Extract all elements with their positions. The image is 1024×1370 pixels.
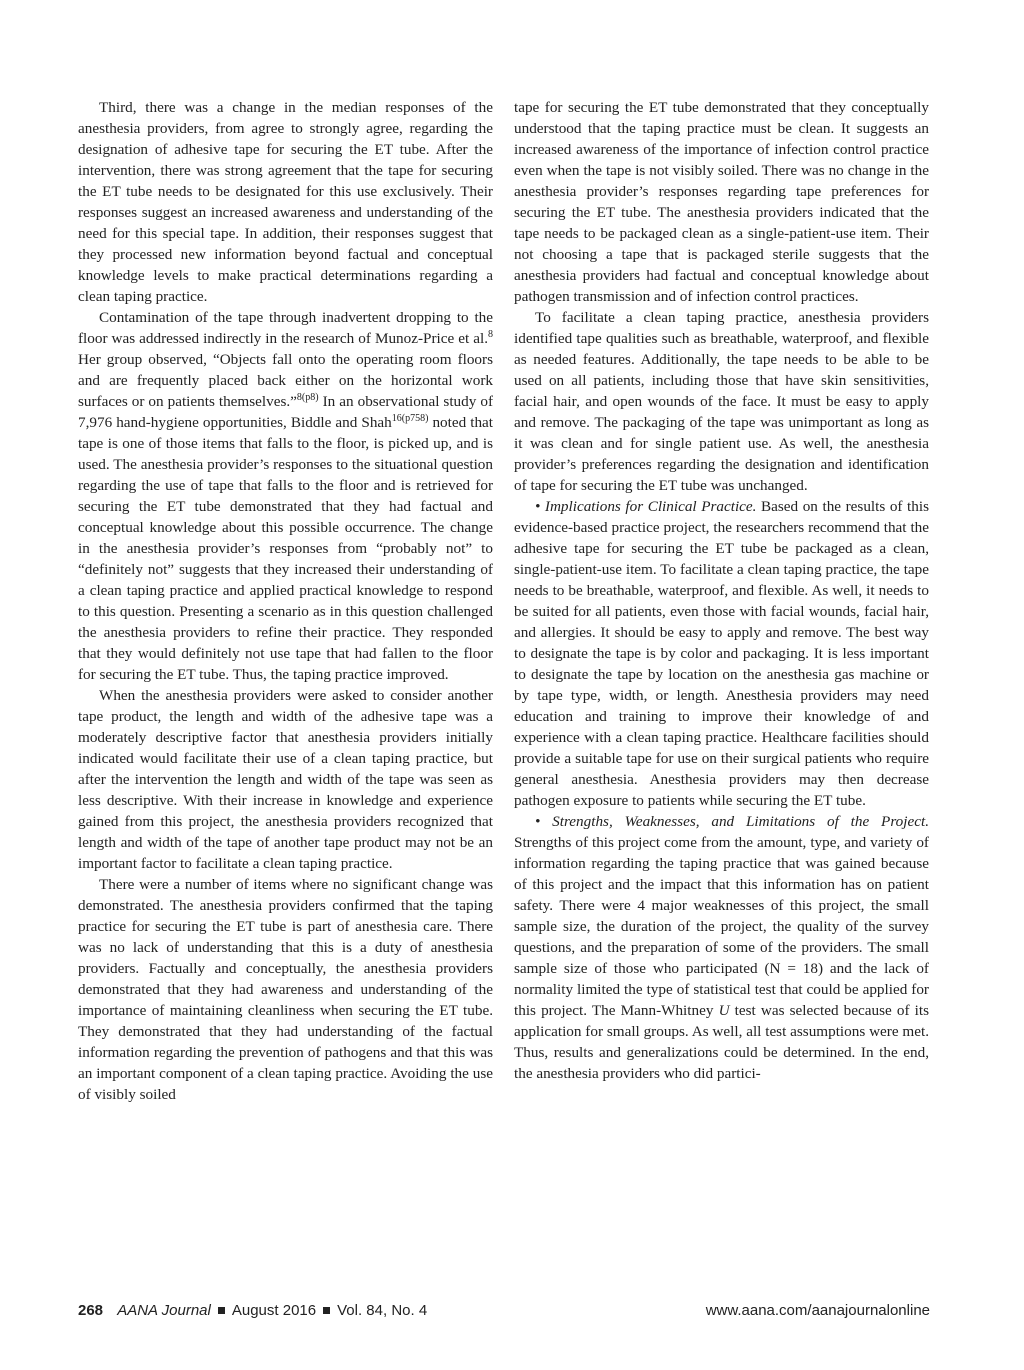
reference-superscript: 16(p758) (391, 412, 429, 424)
page-number: 268 (78, 1302, 104, 1319)
implications-body: Based on the results of this evidence-based practice project, the researchers recommend that the adhesive tape for securing the ET tube be packaged as a clean, single-patient-use item. To facilitate a clean taping practice, the tape needs to be breathable, waterproof, and flexible. As well, it needs to be suited for all patients, even those with facial wounds, facial hair, and allergies. It should be easy to apply and remove. The best way to designate the tape is by color and packaging. It is less important to designate the tape by location on the anesthesia gas machine or by tape type, width, or length. Anesthesia providers may need education and training to improve their knowledge of and experience with a clean taping practice. Healthcare facilities should provide a suitable tape for use on their surgical patients who require general anesthesia. Anesthesia providers may then decrease pathogen exposure to patients while securing the ET tube. (514, 498, 929, 809)
left-column (78, 97, 493, 1267)
square-bullet-icon (218, 1307, 225, 1314)
left-paragraph-2 (78, 307, 493, 685)
implications-heading: • Implications for Clinical Practice. (535, 498, 757, 515)
journal-name: AANA Journal (117, 1302, 211, 1319)
right-paragraph-3 (514, 496, 929, 811)
volume-info: Vol. 84, No. 4 (337, 1302, 428, 1319)
footer-citation (78, 1302, 427, 1319)
journal-url: www.aana.com/aanajournalonline (705, 1302, 930, 1319)
strengths-body-b: test was selected because of its application for small groups. As well, all test assumptions were met. Thus, results and generalizations could be determined. In the end, the anesthesia providers who did partici- (514, 1002, 929, 1082)
p2-text-c: In an observational study of 7,976 hand-hygiene opportunities, Biddle and Shah (78, 393, 493, 431)
right-paragraph-2: To facilitate a clean taping practice, anesthesia providers identified tape qualities such as breathable, waterproof, and flexible as needed features. Additionally, the tape needs to be able to be used on all patients, including those that have skin sensitivities, facial hair, and open wounds of the face. It must be easy to apply and remove. The packaging of the tape was unimportant as long as it was clean and for single patient use. As well, the anesthesia provider’s preferences regarding the designation and identification of tape for securing the ET tube was unchanged. (514, 309, 929, 494)
p2-text-d: noted that tape is one of those items that falls to the floor, is picked up, and is used. The anesthesia provider’s responses to the situational question regarding the use of tape that falls to the floor and is retrieved for securing the ET tube demonstrated that they had factual and conceptual knowledge about this possible occurrence. The change in the anesthesia provider’s responses from “probably not” to “definitely not” suggests that they increased their understanding of a clean taping practice and applied practical knowledge to respond to this question. Presenting a scenario as in this question challenged the anesthesia providers to refine their practice. They responded that they would definitely not use tape that had fallen to the floor for securing the ET tube. Thus, the taping practice improved. (78, 414, 493, 683)
p2-text-b: Her group observed, “Objects fall onto the operating room floors and are frequently placed back either on the horizontal work surfaces or on patients themselves.” (78, 351, 493, 410)
reference-superscript: 8(p8) (296, 391, 319, 403)
u-italic: U (718, 1002, 730, 1019)
strengths-heading: • Strengths, Weaknesses, and Limitations of the Project. (535, 813, 929, 830)
left-paragraph-3: When the anesthesia providers were asked to consider another tape product, the length and width of the adhesive tape was a moderately descriptive factor that anesthesia providers initially indicated would facilitate their use of a clean taping practice, but after the intervention the length and width of the tape was seen as less descriptive. With their increase in knowledge and experience gained from this project, the anesthesia providers recognized that length and width of the tape of another tape product may not be an important factor to facilitate a clean taping practice. (78, 687, 493, 872)
page-footer (78, 1302, 930, 1324)
right-paragraph-1: tape for securing the ET tube demonstrated that they conceptually understood that the taping practice must be clean. It suggests an increased awareness of the importance of infection control practice even when the tape is not visibly soiled. There was no change in the anesthesia provider’s responses regarding tape preferences for securing the ET tube. The anesthesia providers indicated that the tape needs to be packaged clean as a single-patient-use item. Their not choosing a tape that is packaged sterile suggests that the anesthesia providers had factual and conceptual knowledge about pathogen transmission and of infection control practices. (514, 99, 929, 305)
right-paragraph-4 (514, 811, 929, 1084)
reference-superscript: 8 (488, 328, 493, 340)
left-paragraph-1: Third, there was a change in the median responses of the anesthesia providers, from agree to strongly agree, regarding the designation of adhesive tape for securing the ET tube. After the intervention, there was strong agreement that the tape for securing the ET tube needs to be designated for this use exclusively. Their responses suggest an increased awareness and understanding of the need for this special tape. In addition, their responses suggest that they processed new information beyond factual and conceptual knowledge levels to make practical determinations regarding a clean taping practice. (78, 99, 493, 305)
p2-text-a: Contamination of the tape through inadvertent dropping to the floor was addressed indirectly in the research of Munoz-Price et al. (78, 309, 493, 347)
square-bullet-icon (323, 1307, 330, 1314)
issue-date: August 2016 (231, 1302, 317, 1319)
strengths-body-a: Strengths of this project come from the amount, type, and variety of information regarding the taping practice that was gained because of this project and the impact that this information has on patient safety. There were 4 major weaknesses of this project, the small sample size, the duration of the project, the quality of the survey questions, and the preparation of some of the providers. The small sample size of those who participated (N = 18) and the lack of normality limited the type of statistical test that could be applied for this project. The Mann-Whitney (514, 834, 929, 1019)
left-paragraph-4: There were a number of items where no significant change was demonstrated. The anesthesia providers confirmed that the taping practice for securing the ET tube is part of anesthesia care. There was no lack of understanding that this is a duty of anesthesia providers. Factually and conceptually, the anesthesia providers demonstrated that they had awareness and understanding of the importance of maintaining cleanliness when securing the ET tube. They demonstrated that they had understanding of the factual information regarding the prevention of pathogens and that this was an important component of a clean taping practice. Avoiding the use of visibly soiled (78, 876, 493, 1103)
right-column (514, 97, 929, 1267)
